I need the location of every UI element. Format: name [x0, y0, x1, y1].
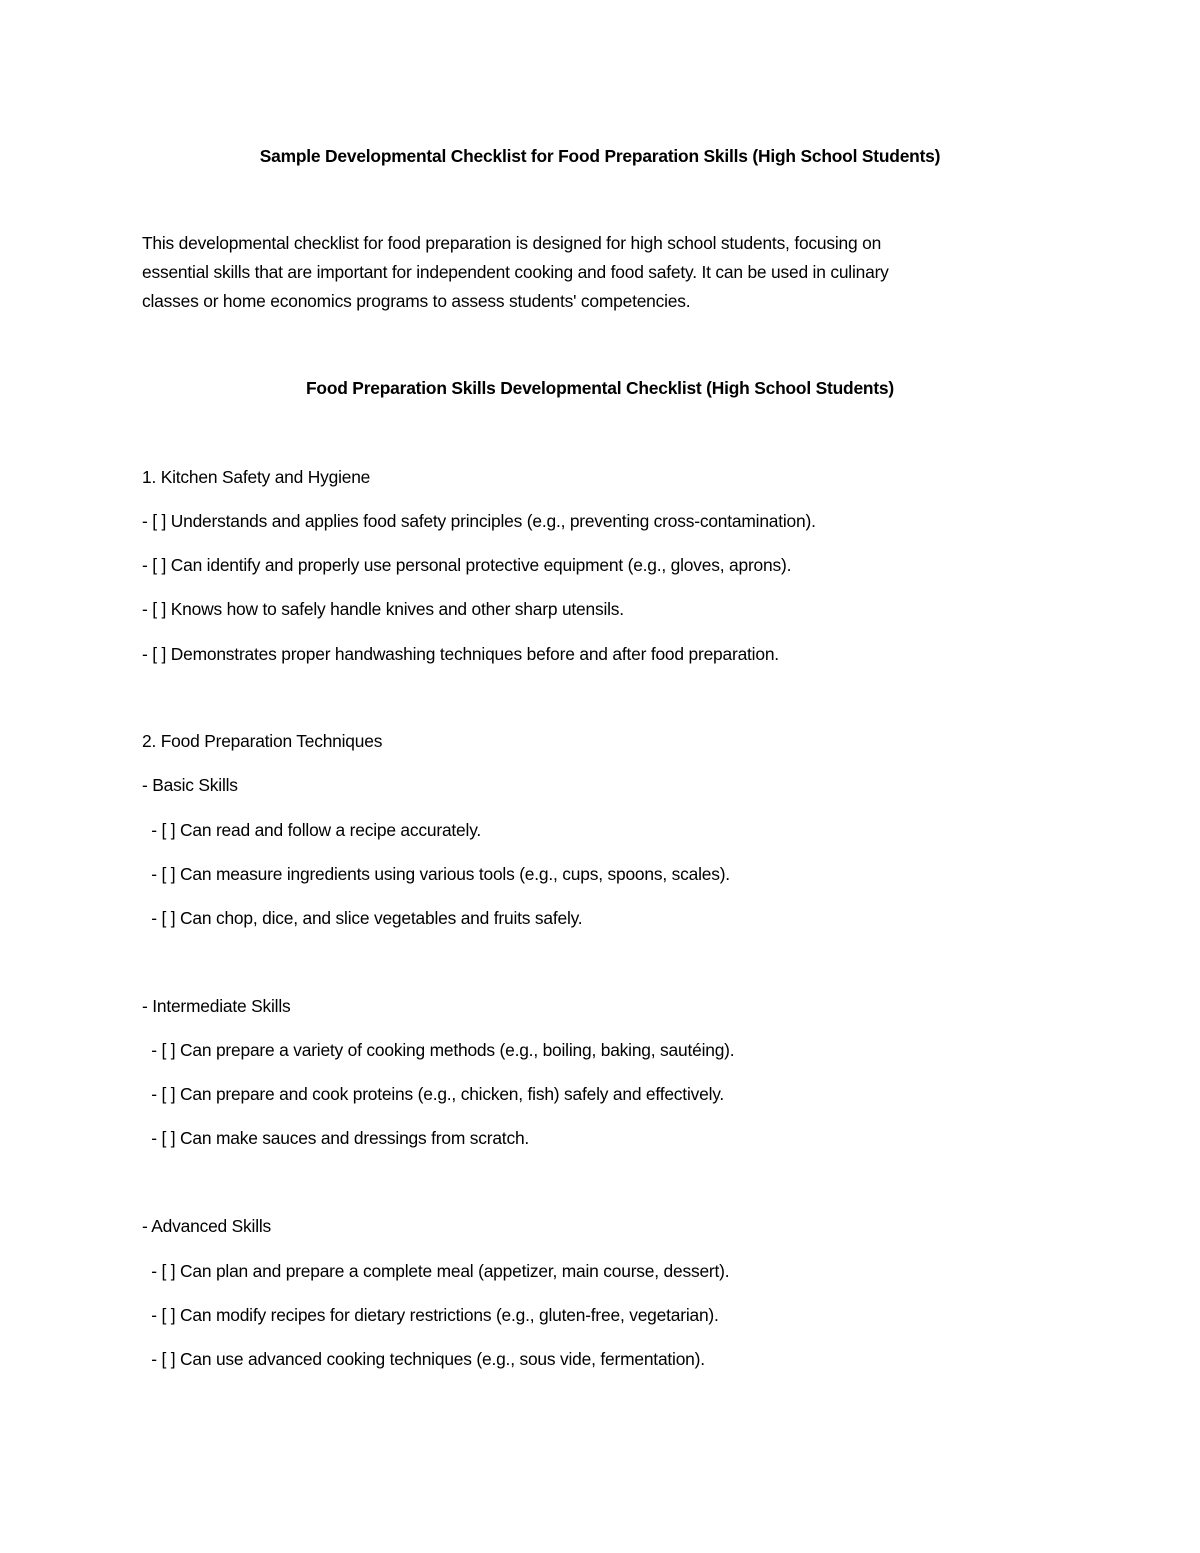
checklist-item: - [ ] Can make sauces and dressings from scratch.	[142, 1128, 530, 1148]
checklist-item: - [ ] Understands and applies food safety principles (e.g., preventing cross-contamination).	[142, 511, 816, 531]
section-heading-kitchen-safety: 1. Kitchen Safety and Hygiene	[142, 467, 371, 487]
document-title: Sample Developmental Checklist for Food Preparation Skills (High School Students)	[259, 146, 941, 166]
checklist-item: - [ ] Can plan and prepare a complete meal (appetizer, main course, dessert).	[142, 1261, 730, 1281]
checklist-item: - [ ] Can chop, dice, and slice vegetables and fruits safely.	[142, 908, 583, 928]
section-heading-food-prep: 2. Food Preparation Techniques	[142, 731, 383, 751]
checklist-item: - [ ] Can prepare and cook proteins (e.g., chicken, fish) safely and effectively.	[142, 1084, 725, 1104]
subsection-heading-basic: - Basic Skills	[142, 775, 238, 795]
checklist-item: - [ ] Can use advanced cooking techniques (e.g., sous vide, fermentation).	[142, 1349, 705, 1369]
checklist-subtitle: Food Preparation Skills Developmental Checklist (High School Students)	[305, 378, 894, 398]
intro-line-1: This developmental checklist for food preparation is designed for high school students, focusing on	[142, 233, 882, 253]
checklist-item: - [ ] Demonstrates proper handwashing techniques before and after food preparation.	[142, 644, 779, 664]
checklist-item: - [ ] Can read and follow a recipe accurately.	[142, 820, 482, 840]
intro-line-3: classes or home economics programs to assess students' competencies.	[142, 291, 691, 311]
subsection-heading-advanced: - Advanced Skills	[142, 1216, 272, 1236]
checklist-item: - [ ] Can prepare a variety of cooking methods (e.g., boiling, baking, sautéing).	[142, 1040, 735, 1060]
checklist-item: - [ ] Can modify recipes for dietary restrictions (e.g., gluten-free, vegetarian).	[142, 1305, 719, 1325]
intro-line-2: essential skills that are important for independent cooking and food safety. It can be used in culinary	[142, 262, 889, 282]
checklist-item: - [ ] Can identify and properly use personal protective equipment (e.g., gloves, aprons).	[142, 555, 792, 575]
checklist-item: - [ ] Can measure ingredients using various tools (e.g., cups, spoons, scales).	[142, 864, 730, 884]
subsection-heading-intermediate: - Intermediate Skills	[142, 996, 291, 1016]
checklist-item: - [ ] Knows how to safely handle knives and other sharp utensils.	[142, 599, 624, 619]
